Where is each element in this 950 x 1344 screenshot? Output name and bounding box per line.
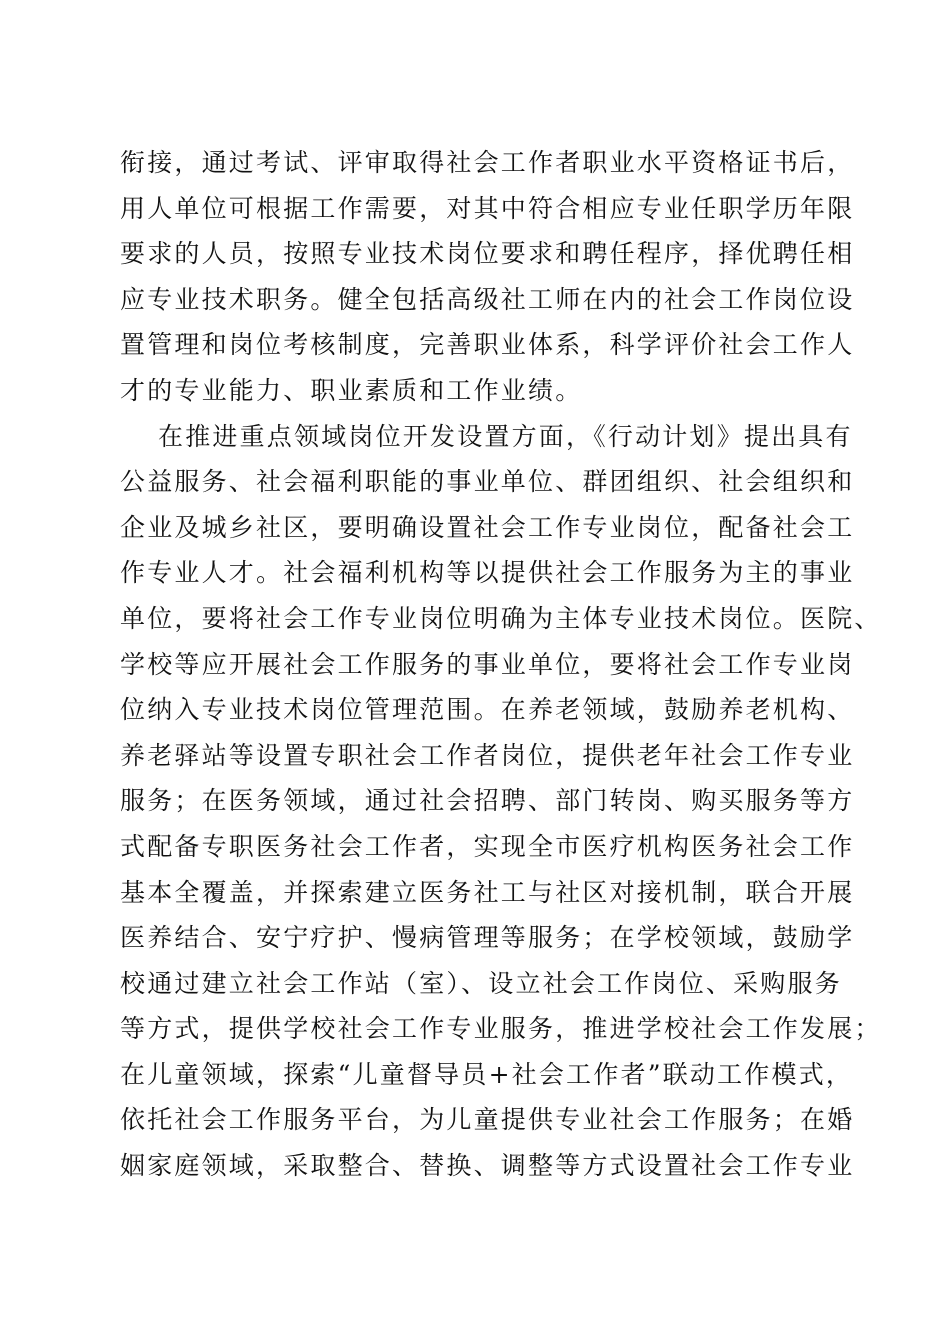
paragraph-2-line-2: 公益服务、社会福利职能的事业单位、群团组织、社会组织和	[120, 467, 855, 497]
paragraph-2-line-4: 作专业人才。社会福利机构等以提供社会工作服务为主的事业	[120, 558, 855, 588]
paragraph-2-line-3: 企业及城乡社区，要明确设置社会工作专业岗位，配备社会工	[120, 512, 855, 542]
paragraph-1-line-4: 应专业技术职务。健全包括高级社工师在内的社会工作岗位设	[120, 284, 855, 314]
paragraph-2-line-1: 在推进重点领域岗位开发设置方面，《行动计划》提出具有	[158, 421, 853, 451]
paragraph-1-line-2: 用人单位可根据工作需要，对其中符合相应专业任职学历年限	[120, 193, 855, 223]
paragraph-2-line-6: 学校等应开展社会工作服务的事业单位，要将社会工作专业岗	[120, 649, 855, 679]
paragraph-2-line-5: 单位，要将社会工作专业岗位明确为主体专业技术岗位。医院、	[120, 603, 882, 633]
paragraph-2-line-11: 基本全覆盖，并探索建立医务社工与社区对接机制，联合开展	[120, 877, 855, 907]
paragraph-2-line-14: 等方式，提供学校社会工作专业服务，推进学校社会工作发展；	[120, 1014, 882, 1044]
body-text	[120, 140, 882, 1189]
paragraph-1-line-6: 才的专业能力、职业素质和工作业绩。	[120, 375, 583, 405]
paragraph-2-line-9: 服务；在医务领域，通过社会招聘、部门转岗、购买服务等方	[120, 786, 855, 816]
paragraph-2-line-15: 在儿童领域，探索“儿童督导员+社会工作者”联动工作模式，	[120, 1059, 854, 1089]
paragraph-2-line-17: 姻家庭领域，采取整合、替换、调整等方式设置社会工作专业	[120, 1151, 855, 1181]
paragraph-2-line-12: 医养结合、安宁疗护、慢病管理等服务；在学校领域，鼓励学	[120, 923, 855, 953]
paragraph-1-line-3: 要求的人员，按照专业技术岗位要求和聘任程序，择优聘任相	[120, 239, 855, 269]
paragraph-2-line-16: 依托社会工作服务平台，为儿童提供专业社会工作服务；在婚	[120, 1105, 855, 1135]
paragraph-2-line-10: 式配备专职医务社会工作者，实现全市医疗机构医务社会工作	[120, 831, 855, 861]
paragraph-2-line-8: 养老驿站等设置专职社会工作者岗位，提供老年社会工作专业	[120, 740, 855, 770]
paragraph-1-line-1: 衔接，通过考试、评审取得社会工作者职业水平资格证书后，	[120, 148, 855, 177]
paragraph-2-line-13: 校通过建立社会工作站（室）、设立社会工作岗位、采购服务	[120, 968, 842, 998]
paragraph-1-line-5: 置管理和岗位考核制度，完善职业体系，科学评价社会工作人	[120, 330, 855, 360]
paragraph-2-line-7: 位纳入专业技术岗位管理范围。在养老领域，鼓励养老机构、	[120, 695, 855, 725]
